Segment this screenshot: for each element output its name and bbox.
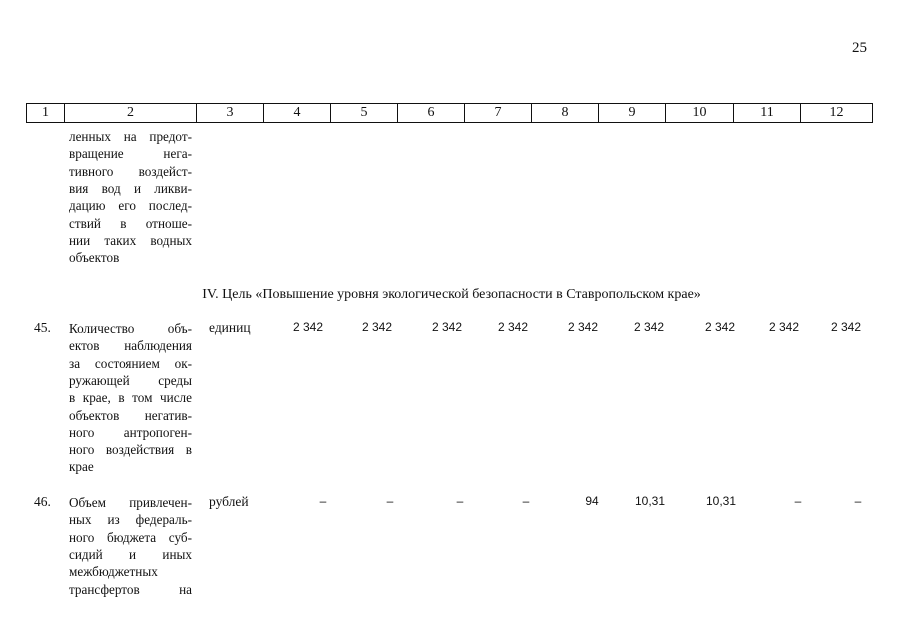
value-cell: 10,31 <box>634 494 666 508</box>
value-cell: 2 342 <box>431 320 463 334</box>
text-line: дацию его послед- <box>69 198 192 214</box>
header-col-3: 3 <box>197 104 264 123</box>
text-line: тивного воздейст- <box>69 163 192 179</box>
value-cell: 94 <box>585 494 599 508</box>
value-cell: 2 342 <box>567 320 599 334</box>
header-col-5: 5 <box>331 104 398 123</box>
column-number-header <box>26 103 873 123</box>
header-col-10: 10 <box>666 104 734 123</box>
text-line: объектов <box>69 250 120 266</box>
header-col-12: 12 <box>801 104 873 123</box>
unit-cell: рублей <box>209 494 249 509</box>
text-line: в крае, в том числе <box>69 390 192 406</box>
value-cell: 2 342 <box>830 320 862 334</box>
text-line: ного бюджета суб- <box>69 529 192 545</box>
header-col-2: 2 <box>65 104 197 123</box>
value-cell: 2 342 <box>497 320 529 334</box>
text-line: межбюджетных <box>69 564 158 580</box>
value-cell: – <box>319 494 327 508</box>
value-cell: – <box>456 494 464 508</box>
header-col-11: 11 <box>734 104 801 123</box>
text-line: ленных на предот- <box>69 129 192 144</box>
text-line: трансфертов на <box>69 581 192 597</box>
row-number: 46. <box>34 494 51 509</box>
value-cell: – <box>854 494 862 508</box>
page-number: 25 <box>852 40 867 56</box>
header-col-8: 8 <box>532 104 599 123</box>
text-line: нии таких водных <box>69 232 192 248</box>
value-cell: 2 342 <box>361 320 393 334</box>
text-line: ного антропоген- <box>69 424 192 440</box>
text-line: Количество объ- <box>69 321 192 336</box>
value-cell: – <box>522 494 530 508</box>
text-line: ствий в отноше- <box>69 215 192 231</box>
header-col-7: 7 <box>465 104 532 123</box>
text-line: ных из федераль- <box>69 512 192 528</box>
value-cell: 2 342 <box>768 320 800 334</box>
text-line: объектов негатив- <box>69 407 192 423</box>
header-col-9: 9 <box>599 104 666 123</box>
header-col-4: 4 <box>264 104 331 123</box>
text-line: за состоянием ок- <box>69 355 192 371</box>
text-line: вращение нега- <box>69 146 192 162</box>
value-cell: – <box>386 494 394 508</box>
text-line: крае <box>69 459 94 475</box>
text-line: ектов наблюдения <box>69 338 192 354</box>
header-col-1: 1 <box>27 104 65 123</box>
header-col-6: 6 <box>398 104 465 123</box>
text-line: ружающей среды <box>69 372 192 388</box>
text-line: сидий и иных <box>69 546 192 562</box>
unit-cell: единиц <box>209 320 251 335</box>
row-number: 45. <box>34 320 51 335</box>
value-cell: 2 342 <box>292 320 324 334</box>
section-title: IV. Цель «Повышение уровня экологической безопасности в Ставропольском крае» <box>202 287 701 302</box>
value-cell: 10,31 <box>705 494 737 508</box>
text-line: вия вод и ликви- <box>69 180 192 196</box>
text-line: ного воздействия в <box>69 442 192 458</box>
value-cell: – <box>794 494 802 508</box>
text-line: Объем привлечен- <box>69 495 192 510</box>
value-cell: 2 342 <box>704 320 736 334</box>
value-cell: 2 342 <box>633 320 665 334</box>
